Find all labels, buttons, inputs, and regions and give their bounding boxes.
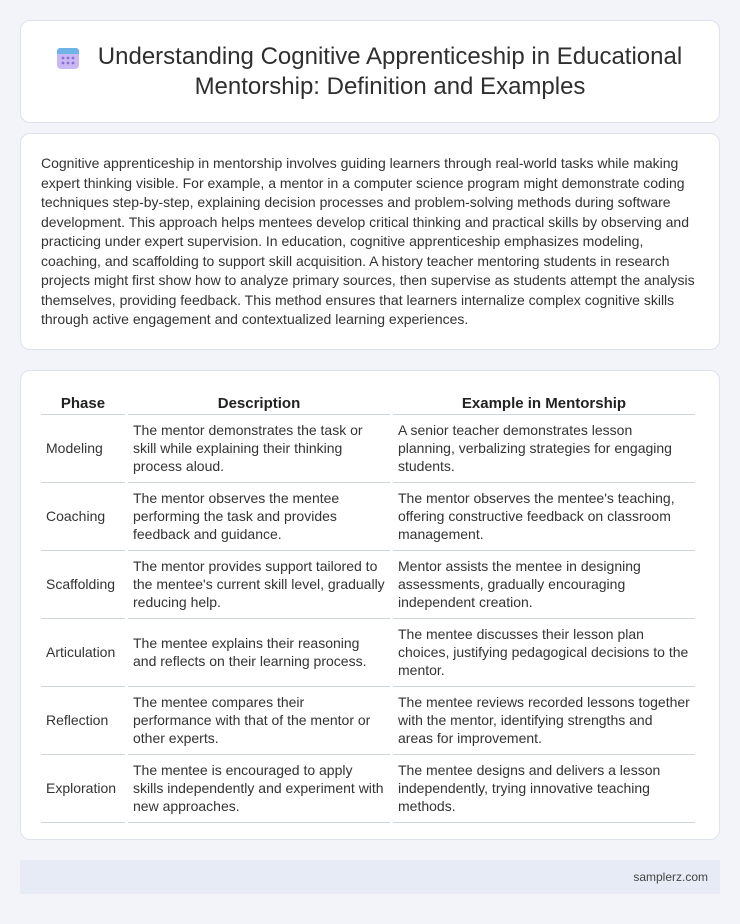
description-cell: The mentor provides support tailored to the mentee's current skill level, gradually reducing help. [128, 551, 390, 619]
intro-card [20, 133, 720, 350]
header-phase: Phase [41, 391, 125, 415]
footer-site-link[interactable]: samplerz.com [633, 870, 708, 884]
header-description: Description [128, 391, 390, 415]
table-row [41, 755, 695, 823]
table-row [41, 619, 695, 687]
example-cell: The mentee designs and delivers a lesson independently, trying innovative teaching methods. [393, 755, 695, 823]
phases-table [38, 391, 698, 823]
table-row [41, 415, 695, 483]
example-cell: Mentor assists the mentee in designing assessments, gradually encouraging independent creation. [393, 551, 695, 619]
example-cell: The mentee discusses their lesson plan choices, justifying pedagogical decisions to the mentor. [393, 619, 695, 687]
table-header-row [41, 391, 695, 415]
phase-cell: Articulation [41, 619, 125, 687]
description-cell: The mentor demonstrates the task or skill while explaining their thinking process aloud. [128, 415, 390, 483]
phase-cell: Modeling [41, 415, 125, 483]
example-cell: The mentor observes the mentee's teaching, offering constructive feedback on classroom management. [393, 483, 695, 551]
title-wrap [55, 42, 685, 102]
phase-cell: Exploration [41, 755, 125, 823]
example-cell: A senior teacher demonstrates lesson planning, verbalizing strategies for engaging students. [393, 415, 695, 483]
description-cell: The mentee explains their reasoning and reflects on their learning process. [128, 619, 390, 687]
footer [20, 860, 720, 894]
header-example: Example in Mentorship [393, 391, 695, 415]
table-row [41, 687, 695, 755]
title-card [20, 20, 720, 123]
phase-cell: Coaching [41, 483, 125, 551]
table-card [20, 370, 720, 840]
table-row [41, 483, 695, 551]
table-row [41, 551, 695, 619]
description-cell: The mentee compares their performance with that of the mentor or other experts. [128, 687, 390, 755]
phase-cell: Scaffolding [41, 551, 125, 619]
description-cell: The mentee is encouraged to apply skills independently and experiment with new approaches. [128, 755, 390, 823]
description-cell: The mentor observes the mentee performing the task and provides feedback and guidance. [128, 483, 390, 551]
page-title: Understanding Cognitive Apprenticeship in Educational Mentorship: Definition and Examples [97, 42, 683, 100]
intro-paragraph: Cognitive apprenticeship in mentorship involves guiding learners through real-world tasks while making expert thinking visible. For example, a mentor in a computer science program might demonstrate coding techniques step-by-step, explaining decision processes and problem-solving methods during software development. This approach helps mentees develop critical thinking and practical skills by observing and practicing under expert supervision. In education, cognitive apprenticeship emphasizes modeling, coaching, and scaffolding to support skill acquisition. A history teacher mentoring students in research projects might first show how to analyze primary sources, then supervise as students attempt the analysis themselves, providing feedback. This method ensures that learners internalize complex cognitive skills through active engagement and contextualized learning experiences. [41, 155, 695, 327]
phase-cell: Reflection [41, 687, 125, 755]
calendar-icon [55, 45, 81, 71]
example-cell: The mentee reviews recorded lessons together with the mentor, identifying strengths and areas for improvement. [393, 687, 695, 755]
